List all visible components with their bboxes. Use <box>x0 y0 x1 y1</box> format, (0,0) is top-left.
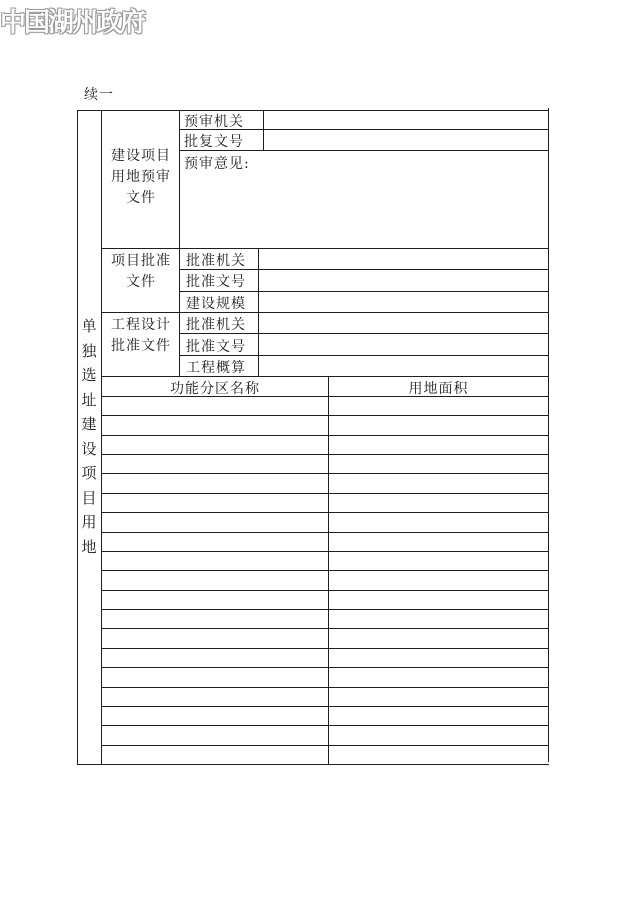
zone-name-cell[interactable] <box>102 533 328 551</box>
engineering-doc-no-field[interactable] <box>259 334 548 355</box>
land-area-cell[interactable] <box>329 436 548 454</box>
zone-name-cell[interactable] <box>102 552 328 570</box>
zone-name-cell[interactable] <box>102 397 328 415</box>
zone-name-cell[interactable] <box>102 726 328 744</box>
zone-name-cell[interactable] <box>102 436 328 454</box>
zone-name-cell[interactable] <box>102 707 328 725</box>
label-engineering-budget: 工程概算 <box>186 360 246 376</box>
label-pre-review-doc-no: 批复文号 <box>184 134 244 150</box>
label-approval-authority: 批准机关 <box>186 253 246 269</box>
land-area-cell[interactable] <box>329 746 548 764</box>
group-title-pre-review: 建设项目用地预审文件 <box>111 148 171 206</box>
label-engineering-authority: 批准机关 <box>186 317 246 333</box>
label-approval-doc-no: 批准文号 <box>186 274 246 290</box>
land-area-cell[interactable] <box>329 591 548 609</box>
vertical-section-title: 单独选址建设项目用地 <box>81 317 97 556</box>
zone-name-cell[interactable] <box>102 746 328 764</box>
outer-right-border <box>548 108 549 762</box>
label-pre-review-authority: 预审机关 <box>184 114 244 130</box>
approval-authority-field[interactable] <box>259 249 548 269</box>
zone-name-cell[interactable] <box>102 668 328 686</box>
zone-name-cell[interactable] <box>102 591 328 609</box>
zone-name-cell[interactable] <box>102 610 328 628</box>
land-area-cell[interactable] <box>329 629 548 647</box>
zone-name-cell[interactable] <box>102 416 328 434</box>
group-title-engineering: 工程设计批准文件 <box>111 317 171 354</box>
label-pre-review-opinion: 预审意见: <box>184 156 250 172</box>
zone-name-cell[interactable] <box>102 629 328 647</box>
pre-review-authority-field[interactable] <box>264 111 548 129</box>
land-area-cell[interactable] <box>329 416 548 434</box>
pre-review-doc-no-field[interactable] <box>264 130 548 150</box>
land-area-cell[interactable] <box>329 571 548 589</box>
zone-name-cell[interactable] <box>102 494 328 512</box>
zone-name-cell[interactable] <box>102 649 328 667</box>
land-area-cell[interactable] <box>329 397 548 415</box>
land-area-cell[interactable] <box>329 688 548 706</box>
land-area-cell[interactable] <box>329 707 548 725</box>
header-zone-name: 功能分区名称 <box>170 381 260 397</box>
land-area-cell[interactable] <box>329 610 548 628</box>
watermark-logo: 中国湖州政府 <box>0 8 145 38</box>
land-area-cell[interactable] <box>329 668 548 686</box>
land-area-cell[interactable] <box>329 726 548 744</box>
continued-label: 续一 <box>84 87 114 103</box>
land-area-cell[interactable] <box>329 474 548 492</box>
group-title-approval: 项目批准文件 <box>111 253 171 290</box>
header-land-area: 用地面积 <box>408 381 469 397</box>
land-area-cell[interactable] <box>329 649 548 667</box>
zone-name-cell[interactable] <box>102 513 328 531</box>
outer-bottom-border <box>77 764 549 765</box>
land-area-cell[interactable] <box>329 494 548 512</box>
zone-name-cell[interactable] <box>102 571 328 589</box>
land-area-cell[interactable] <box>329 552 548 570</box>
approval-doc-no-field[interactable] <box>259 270 548 291</box>
zone-name-cell[interactable] <box>102 455 328 473</box>
zone-name-cell[interactable] <box>102 688 328 706</box>
pre-review-opinion-field[interactable] <box>260 151 548 247</box>
label-construction-scale: 建设规模 <box>186 296 246 312</box>
zone-name-cell[interactable] <box>102 474 328 492</box>
engineering-budget-field[interactable] <box>259 356 548 376</box>
land-area-cell[interactable] <box>329 455 548 473</box>
land-area-cell[interactable] <box>329 533 548 551</box>
construction-scale-field[interactable] <box>259 292 548 312</box>
land-area-cell[interactable] <box>329 513 548 531</box>
label-engineering-doc-no: 批准文号 <box>186 339 246 355</box>
engineering-authority-field[interactable] <box>259 313 548 333</box>
grid-top-line <box>101 376 548 377</box>
